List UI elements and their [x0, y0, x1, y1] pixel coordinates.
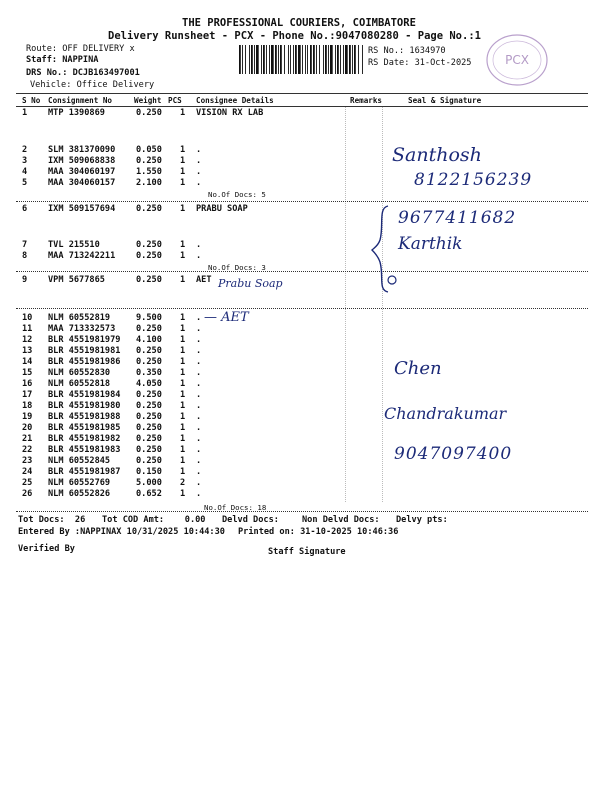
- row-sno: 6: [22, 204, 28, 214]
- barcode-bar: [245, 45, 246, 74]
- row-consignment-no: NLM 60552830: [48, 368, 111, 378]
- barcode-bar: [254, 45, 255, 74]
- row-pcs: 2: [180, 478, 186, 488]
- group-rule-2: [16, 271, 588, 272]
- row-weight: 0.250: [136, 240, 162, 250]
- barcode-bar: [298, 45, 301, 74]
- row-weight: 4.100: [136, 335, 162, 345]
- barcode-bar: [263, 45, 265, 74]
- row-weight: 0.050: [136, 145, 162, 155]
- row-sno: 13: [22, 346, 33, 356]
- row-consignment-no: BLR 4551981979: [48, 335, 121, 345]
- row-consignee: .: [196, 467, 202, 477]
- stamp-text: PCX: [505, 53, 529, 67]
- barcode-bar: [330, 45, 333, 74]
- entered-by: Entered By :NAPPINAX 10/31/2025 10:44:30: [18, 527, 225, 537]
- row-weight: 0.250: [136, 275, 162, 285]
- row-weight: 0.652: [136, 489, 162, 499]
- row-weight: 4.050: [136, 379, 162, 389]
- row-weight: 0.250: [136, 324, 162, 334]
- row-pcs: 1: [180, 156, 186, 166]
- row-weight: 0.250: [136, 445, 162, 455]
- row-sno: 12: [22, 335, 33, 345]
- staff-signature: Staff Signature: [268, 547, 346, 557]
- table-row: [16, 423, 588, 434]
- printed-on: Printed on: 31-10-2025 10:46:36: [238, 527, 399, 537]
- barcode-bar: [345, 45, 348, 74]
- row-consignment-no: MAA 304060157: [48, 178, 116, 188]
- row-consignment-no: MAA 713242211: [48, 251, 116, 261]
- row-pcs: 1: [180, 251, 186, 261]
- row-pcs: 1: [180, 379, 186, 389]
- row-sno: 2: [22, 145, 28, 155]
- row-consignment-no: NLM 60552769: [48, 478, 111, 488]
- row-pcs: 1: [180, 357, 186, 367]
- row-consignee: .: [196, 156, 202, 166]
- col-remarks: Remarks: [350, 96, 383, 105]
- barcode-bar: [284, 45, 285, 74]
- row-weight: 9.500: [136, 313, 162, 323]
- row-consignee: .: [196, 346, 202, 356]
- barcode-bar: [340, 45, 341, 74]
- row-pcs: 1: [180, 324, 186, 334]
- rs-number: RS No.: 1634970: [368, 46, 446, 56]
- row-sno: 22: [22, 445, 33, 455]
- barcode-bar: [293, 45, 294, 74]
- row-consignment-no: BLR 4551981982: [48, 434, 121, 444]
- row-pcs: 1: [180, 313, 186, 323]
- row-pcs: 1: [180, 108, 186, 118]
- row-consignee: .: [196, 456, 202, 466]
- row-sno: 20: [22, 423, 33, 433]
- row-sno: 21: [22, 434, 33, 444]
- row-weight: 5.000: [136, 478, 162, 488]
- header-rule-bottom: [16, 106, 588, 107]
- handwritten-chandrakumar: Chandrakumar: [384, 404, 507, 423]
- row-consignee: PRABU SOAP: [196, 204, 248, 214]
- total-cod: Tot COD Amt: 0.00: [102, 515, 206, 525]
- row-consignment-no: IXM 509068838: [48, 156, 116, 166]
- row-weight: 2.100: [136, 178, 162, 188]
- barcode-bar: [249, 45, 250, 74]
- delivered-docs: Delvd Docs:: [222, 515, 279, 525]
- barcode-bar: [242, 45, 243, 74]
- barcode-bar: [256, 45, 259, 74]
- table-row: [16, 251, 588, 262]
- row-consignee: .: [196, 478, 202, 488]
- row-consignment-no: NLM 60552818: [48, 379, 111, 389]
- row-pcs: 1: [180, 204, 186, 214]
- row-pcs: 1: [180, 434, 186, 444]
- row-sno: 16: [22, 379, 33, 389]
- row-consignee: .: [196, 489, 202, 499]
- group-rule-1: [16, 201, 588, 202]
- row-weight: 0.250: [136, 156, 162, 166]
- row-sno: 5: [22, 178, 28, 188]
- handwritten-prabu-soap: Prabu Soap: [218, 277, 283, 290]
- vehicle-label: Vehicle: Office Delivery: [30, 80, 155, 90]
- table-row: [16, 357, 588, 368]
- delivery-points: Delvy pts:: [396, 515, 448, 525]
- group-rule-4: [16, 511, 588, 512]
- row-pcs: 1: [180, 456, 186, 466]
- barcode-bar: [310, 45, 312, 74]
- row-pcs: 1: [180, 167, 186, 177]
- row-weight: 0.250: [136, 456, 162, 466]
- barcode-bar: [316, 45, 317, 74]
- barcode-bar: [302, 45, 303, 74]
- row-pcs: 1: [180, 423, 186, 433]
- col-consignee: Consignee Details: [196, 96, 274, 105]
- barcode-bar: [278, 45, 279, 74]
- row-consignee: .: [196, 401, 202, 411]
- row-weight: 0.250: [136, 423, 162, 433]
- row-consignee: AET: [196, 275, 212, 285]
- row-weight: 0.150: [136, 467, 162, 477]
- barcode-bar: [305, 45, 306, 74]
- drs-number: DRS No.: DCJB163497001: [26, 68, 140, 78]
- row-weight: 0.250: [136, 434, 162, 444]
- row-consignee: .: [196, 145, 202, 155]
- row-weight: 0.250: [136, 204, 162, 214]
- row-consignee: .: [196, 445, 202, 455]
- group-count-3: No.Of Docs: 18: [204, 503, 267, 512]
- row-weight: 0.250: [136, 108, 162, 118]
- barcode-bar: [271, 45, 274, 74]
- row-pcs: 1: [180, 275, 186, 285]
- table-row: [16, 313, 588, 324]
- row-pcs: 1: [180, 178, 186, 188]
- row-pcs: 1: [180, 401, 186, 411]
- barcode-bar: [337, 45, 339, 74]
- row-consignee: .: [196, 434, 202, 444]
- handwritten-phone-3: 9047097400: [394, 444, 513, 464]
- row-consignment-no: IXM 509157694: [48, 204, 116, 214]
- row-consignment-no: NLM 60552845: [48, 456, 111, 466]
- row-consignment-no: BLR 4551981981: [48, 346, 121, 356]
- row-sno: 1: [22, 108, 28, 118]
- col-sno: S No: [22, 96, 41, 105]
- row-consignee: .: [196, 379, 202, 389]
- row-sno: 19: [22, 412, 33, 422]
- row-sno: 8: [22, 251, 28, 261]
- barcode-bar: [288, 45, 289, 74]
- handwritten-brace: [370, 204, 400, 294]
- row-pcs: 1: [180, 240, 186, 250]
- row-weight: 0.250: [136, 357, 162, 367]
- row-consignment-no: BLR 4551981986: [48, 357, 121, 367]
- barcode-bar: [251, 45, 253, 74]
- route-label: Route: OFF DELIVERY x: [26, 44, 135, 54]
- row-consignee: .: [196, 167, 202, 177]
- col-pcs: PCS: [168, 96, 182, 105]
- row-pcs: 1: [180, 368, 186, 378]
- table-row: [16, 240, 588, 251]
- row-pcs: 1: [180, 145, 186, 155]
- group-count-2: No.Of Docs: 3: [208, 263, 266, 272]
- barcode-bar: [307, 45, 308, 74]
- table-row: [16, 379, 588, 390]
- table-row: [16, 489, 588, 500]
- row-pcs: 1: [180, 390, 186, 400]
- barcode-bar: [266, 45, 267, 74]
- barcode-bar: [290, 45, 291, 74]
- verified-by: Verified By: [18, 544, 75, 554]
- row-consignee: .: [196, 412, 202, 422]
- col-consignment: Consignment No: [48, 96, 113, 105]
- row-weight: 0.250: [136, 346, 162, 356]
- handwritten-phone-1: 8122156239: [414, 170, 533, 190]
- pcx-stamp: [484, 32, 550, 88]
- row-pcs: 1: [180, 335, 186, 345]
- row-consignee: .: [196, 313, 202, 323]
- barcode-bar: [354, 45, 356, 74]
- barcode-bar: [352, 45, 353, 74]
- row-sno: 7: [22, 240, 28, 250]
- row-consignment-no: BLR 4551981983: [48, 445, 121, 455]
- row-weight: 1.550: [136, 167, 162, 177]
- row-consignment-no: TVL 215510: [48, 240, 100, 250]
- barcode-bar: [313, 45, 315, 74]
- row-consignment-no: MAA 304060197: [48, 167, 116, 177]
- row-pcs: 1: [180, 489, 186, 499]
- table-row: [16, 156, 588, 167]
- barcode: [239, 45, 364, 74]
- staff-label: Staff: NAPPINA: [26, 55, 99, 65]
- row-consignment-no: SLM 381370090: [48, 145, 116, 155]
- header-rule-top: [16, 93, 588, 94]
- group-count-1: No.Of Docs: 5: [208, 190, 266, 199]
- barcode-bar: [261, 45, 262, 74]
- table-row: [16, 275, 588, 286]
- row-sno: 15: [22, 368, 33, 378]
- row-sno: 25: [22, 478, 33, 488]
- row-consignment-no: MTP 1390869: [48, 108, 105, 118]
- barcode-bar: [269, 45, 270, 74]
- row-consignment-no: MAA 713332573: [48, 324, 116, 334]
- row-consignment-no: BLR 4551981987: [48, 467, 121, 477]
- col-weight: Weight: [134, 96, 162, 105]
- runsheet-title: Delivery Runsheet - PCX - Phone No.:9047080280 - Page No.:1: [108, 30, 481, 42]
- row-weight: 0.250: [136, 251, 162, 261]
- barcode-bar: [343, 45, 344, 74]
- row-consignee: .: [196, 324, 202, 334]
- row-sno: 9: [22, 275, 28, 285]
- table-row: [16, 335, 588, 346]
- non-delivered-docs: Non Delvd Docs:: [302, 515, 380, 525]
- row-weight: 0.250: [136, 401, 162, 411]
- row-consignment-no: BLR 4551981984: [48, 390, 121, 400]
- row-pcs: 1: [180, 346, 186, 356]
- row-pcs: 1: [180, 412, 186, 422]
- row-consignment-no: BLR 4551981988: [48, 412, 121, 422]
- handwritten-santhosh: Santhosh: [392, 144, 482, 166]
- column-header: [16, 95, 588, 106]
- barcode-bar: [323, 45, 324, 74]
- handwritten-aet: — AET: [204, 310, 249, 325]
- row-sno: 10: [22, 313, 33, 323]
- table-row: [16, 324, 588, 335]
- row-consignment-no: VPM 5677865: [48, 275, 105, 285]
- row-weight: 0.350: [136, 368, 162, 378]
- table-row: [16, 346, 588, 357]
- handwritten-chen: Chen: [394, 358, 442, 379]
- row-pcs: 1: [180, 445, 186, 455]
- row-consignment-no: NLM 60552819: [48, 313, 111, 323]
- row-consignee: .: [196, 357, 202, 367]
- row-sno: 17: [22, 390, 33, 400]
- row-weight: 0.250: [136, 412, 162, 422]
- table-row: [16, 108, 588, 119]
- barcode-bar: [349, 45, 351, 74]
- barcode-bar: [358, 45, 359, 74]
- row-consignee: .: [196, 390, 202, 400]
- barcode-bar: [295, 45, 297, 74]
- row-consignment-no: NLM 60552826: [48, 489, 111, 499]
- row-consignee: .: [196, 251, 202, 261]
- row-pcs: 1: [180, 467, 186, 477]
- row-consignee: .: [196, 335, 202, 345]
- row-sno: 26: [22, 489, 33, 499]
- row-consignee: .: [196, 240, 202, 250]
- total-docs: Tot Docs: 26: [18, 515, 86, 525]
- handwritten-karthik: Karthik: [398, 234, 463, 254]
- row-sno: 14: [22, 357, 33, 367]
- handwritten-phone-2: 9677411682: [398, 208, 517, 228]
- row-consignee: VISION RX LAB: [196, 108, 264, 118]
- table-row: [16, 368, 588, 379]
- barcode-bar: [239, 45, 241, 74]
- company-name: THE PROFESSIONAL COURIERS, COIMBATORE: [182, 17, 416, 29]
- barcode-bar: [280, 45, 282, 74]
- table-row: [16, 467, 588, 478]
- barcode-bar: [362, 45, 363, 74]
- row-consignee: .: [196, 178, 202, 188]
- table-row: [16, 145, 588, 156]
- table-row: [16, 478, 588, 489]
- barcode-bar: [319, 45, 320, 74]
- row-consignee: .: [196, 423, 202, 433]
- barcode-bar: [335, 45, 336, 74]
- row-sno: 23: [22, 456, 33, 466]
- row-sno: 24: [22, 467, 33, 477]
- group-rule-3: [16, 308, 588, 309]
- col-seal: Seal & Signature: [408, 96, 482, 105]
- row-sno: 18: [22, 401, 33, 411]
- row-consignee: .: [196, 368, 202, 378]
- barcode-bar: [328, 45, 329, 74]
- rs-date: RS Date: 31-Oct-2025: [368, 58, 472, 68]
- row-sno: 11: [22, 324, 33, 334]
- row-sno: 3: [22, 156, 28, 166]
- row-consignment-no: BLR 4551981985: [48, 423, 121, 433]
- barcode-bar: [325, 45, 327, 74]
- row-consignment-no: BLR 4551981980: [48, 401, 121, 411]
- table-row: [16, 390, 588, 401]
- barcode-bar: [275, 45, 277, 74]
- row-sno: 4: [22, 167, 28, 177]
- row-weight: 0.250: [136, 390, 162, 400]
